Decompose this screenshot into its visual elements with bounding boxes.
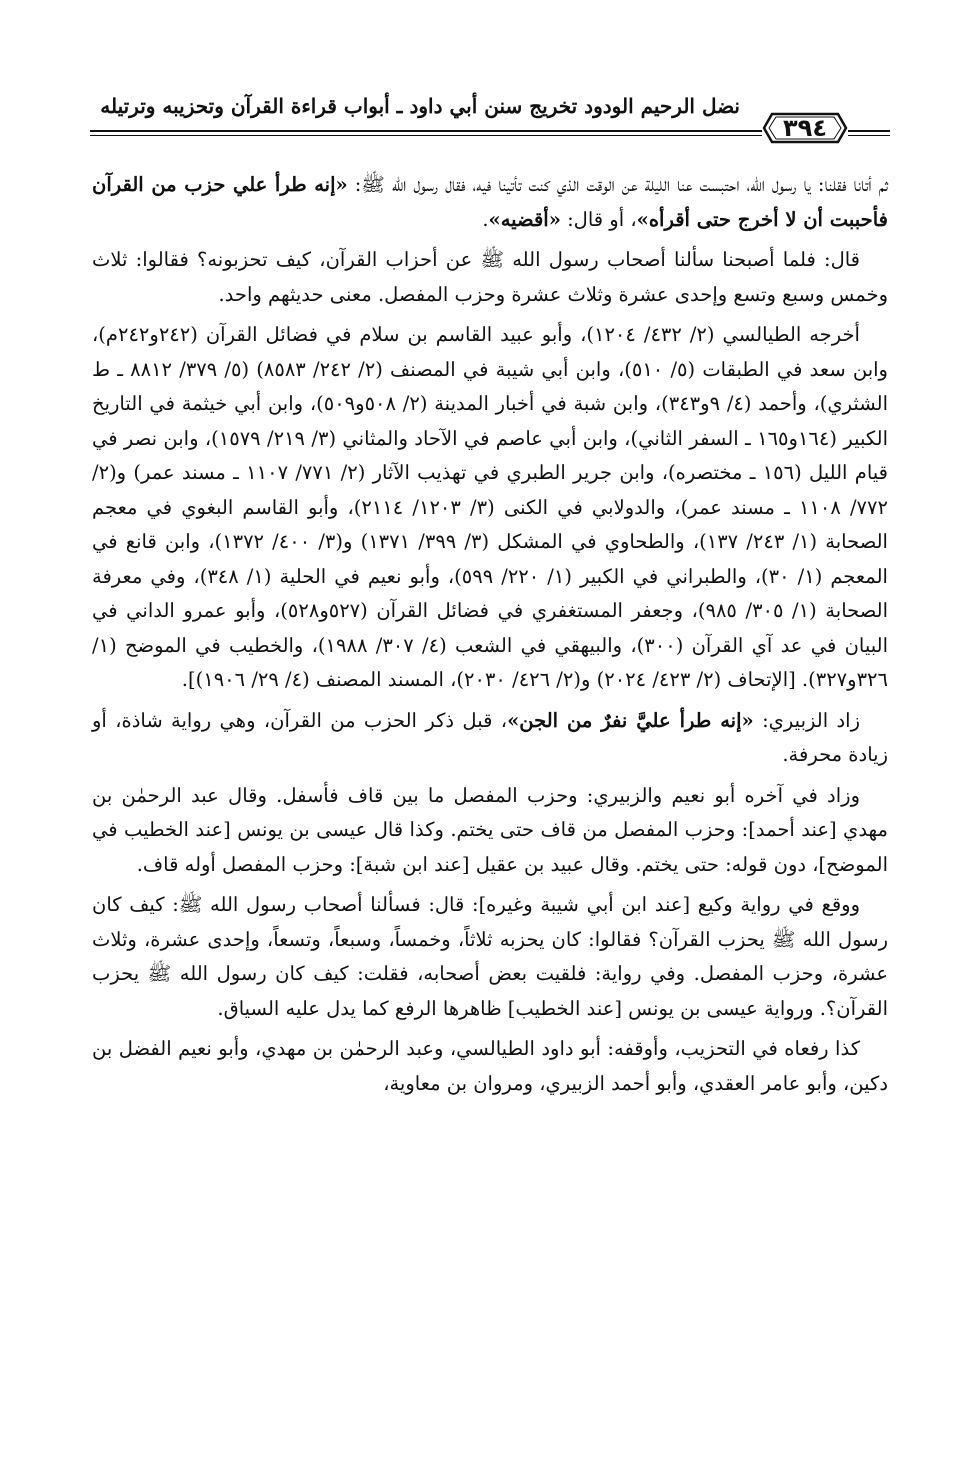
paragraph-2 — [92, 243, 888, 312]
hadith-quote: «إنه طرأ علي حزب من القرآن فأحببت أن لا أخرج حتى أقرأه» — [92, 173, 888, 231]
paragraph-5 — [92, 779, 888, 883]
running-header — [90, 86, 890, 146]
paragraph-3-takhrij — [92, 318, 888, 698]
paragraph-7 — [92, 1032, 888, 1101]
text-segment: ، أو قال: — [560, 207, 637, 231]
text-segment: قال: فلما أصبحنا سألنا أصحاب رسول الله ﷺ عن أحزاب القرآن، كيف تحزبونه؟ فقالوا: ثلاث وخمس وسبع وتسع وإحدى عشرة وثلاث عشرة وحزب المفصل. معنى حديثهم واحد. — [92, 248, 888, 306]
text-segment: زاد الزبيري: — [753, 708, 860, 732]
text-segment: ووقع في رواية وكيع [عند ابن أبي شيبة وغيره]: قال: فسألنا أصحاب رسول الله ﷺ: كيف كان رسول الله ﷺ يحزب القرآن؟ فقالوا: كان يحزبه ثلاثاً، وخمساً، وسبعاً، وتسعاً، وإحدى عشرة، وثلاث عشرة، وحزب المفصل. وفي رواية: فلقيت بعض أصحابه، فقلت: كيف كان رسول الله ﷺ يحزب القرآن؟. ورواية عيسى بن يونس [عند الخطيب] ظاهرها الرفع كما يدل عليه السياق. — [92, 893, 888, 1020]
text-segment: . — [482, 207, 489, 231]
text-segment: ، قبل ذكر الحزب من القرآن، وهي رواية شاذة، أو زيادة محرفة. — [92, 708, 888, 766]
hadith-quote: «إنه طرأ عليَّ نفرٌ من الجن» — [507, 708, 754, 732]
main-text — [92, 168, 888, 1107]
text-segment: أخرجه الطيالسي (٢/ ٤٣٢/ ١٢٠٤)، وأبو عبيد القاسم بن سلام في فضائل القرآن (٢٤٢و٢٤٢م)، وابن سعد في الطبقات (٥/ ٥١٠)، وابن أبي شيبة في المصنف (٢/ ٢٤٢/ ٨٥٨٣) (٥/ ٣٧٩/ ٨٨١٢ ـ ط الشثري)، وأحمد (٤/ ٩و٣٤٣)، وابن شبة في أخبار المدينة (٢/ ٥٠٨و٥٠٩)، وابن أبي خيثمة في التاريخ الكبير (١٦٤و١٦٥ ـ السفر الثاني)، وابن أبي عاصم في الآحاد والمثاني (٣/ ٢١٩/ ١٥٧٩)، وابن نصر في قيام الليل (١٥٦ ـ مختصره)، وابن جرير الطبري في تهذيب الآثار (٢/ ٧٧١/ ١١٠٧ ـ مسند عمر) و(٢/ ٧٧٢/ ١١٠٨ ـ مسند عمر)، والدولابي في الكنى (٣/ ١٢٠٣/ ٢١١٤)، وأبو القاسم البغوي في معجم الصحابة (١/ ٢٤٣/ ١٣٧)، والطحاوي في المشكل (٣/ ٣٩٩/ ١٣٧١) و(٣/ ٤٠٠/ ١٣٧٢)، وابن قانع في المعجم (١/ ٣٠)، والطبراني في الكبير (١/ ٢٢٠/ ٥٩٩)، وأبو نعيم في الحلية (١/ ٣٤٨)، وفي معرفة الصحابة (١/ ٣٠٥/ ٩٨٥)، وجعفر المستغفري في فضائل القرآن (٥٢٧و٥٢٨)، وأبو عمرو الداني في البيان في عد آي القرآن (٣٠٠)، والبيهقي في الشعب (٤/ ٣٠٧/ ١٩٨٨)، والخطيب في الموضح (١/ ٣٢٦و٣٢٧). [الإتحاف (٢/ ٤٢٣/ ٢٠٢٤) و(٢/ ٤٢٦/ ٢٠٣٠)، المسند المصنف (٤/ ٢٩/ ١٩٠٦)]. — [92, 323, 889, 691]
paragraph-6 — [92, 888, 888, 1026]
paragraph-4 — [92, 704, 888, 773]
text-segment: ثم أتانا فقلنا: يا رسول الله، احتبست عنا الليلة عن الوقت الذي كنت تأتينا فيه، فقال رسول الله ﷺ: — [347, 173, 888, 196]
page-number-ornament — [762, 108, 848, 148]
running-header-title: نضل الرحيم الودود تخريج سنن أبي داود ـ أبواب قراءة القرآن وتحزيبه وترتيله — [100, 94, 740, 118]
hadith-quote: «أقضيه» — [488, 207, 561, 231]
text-segment: وزاد في آخره أبو نعيم والزبيري: وحزب المفصل ما بين قاف فأسفل. وقال عبد الرحمٰن بن مهدي [عند أحمد]: وحزب المفصل من قاف حتى يختم. وكذا قال عيسى بن يونس [عند الخطيب في الموضح]، دون قوله: حتى يختم. وقال عبيد بن عقيل [عند ابن شبة]: وحزب المفصل أوله قاف. — [92, 783, 888, 876]
page-number: ٣٩٤ — [783, 114, 827, 142]
text-segment: كذا رفعاه في التحزيب، وأوقفه: أبو داود الطيالسي، وعبد الرحمٰن بن مهدي، وأبو نعيم الفضل بن دكين، وأبو عامر العقدي، وأبو أحمد الزبيري، ومروان بن معاوية، — [92, 1037, 888, 1095]
paragraph-1 — [92, 168, 888, 237]
